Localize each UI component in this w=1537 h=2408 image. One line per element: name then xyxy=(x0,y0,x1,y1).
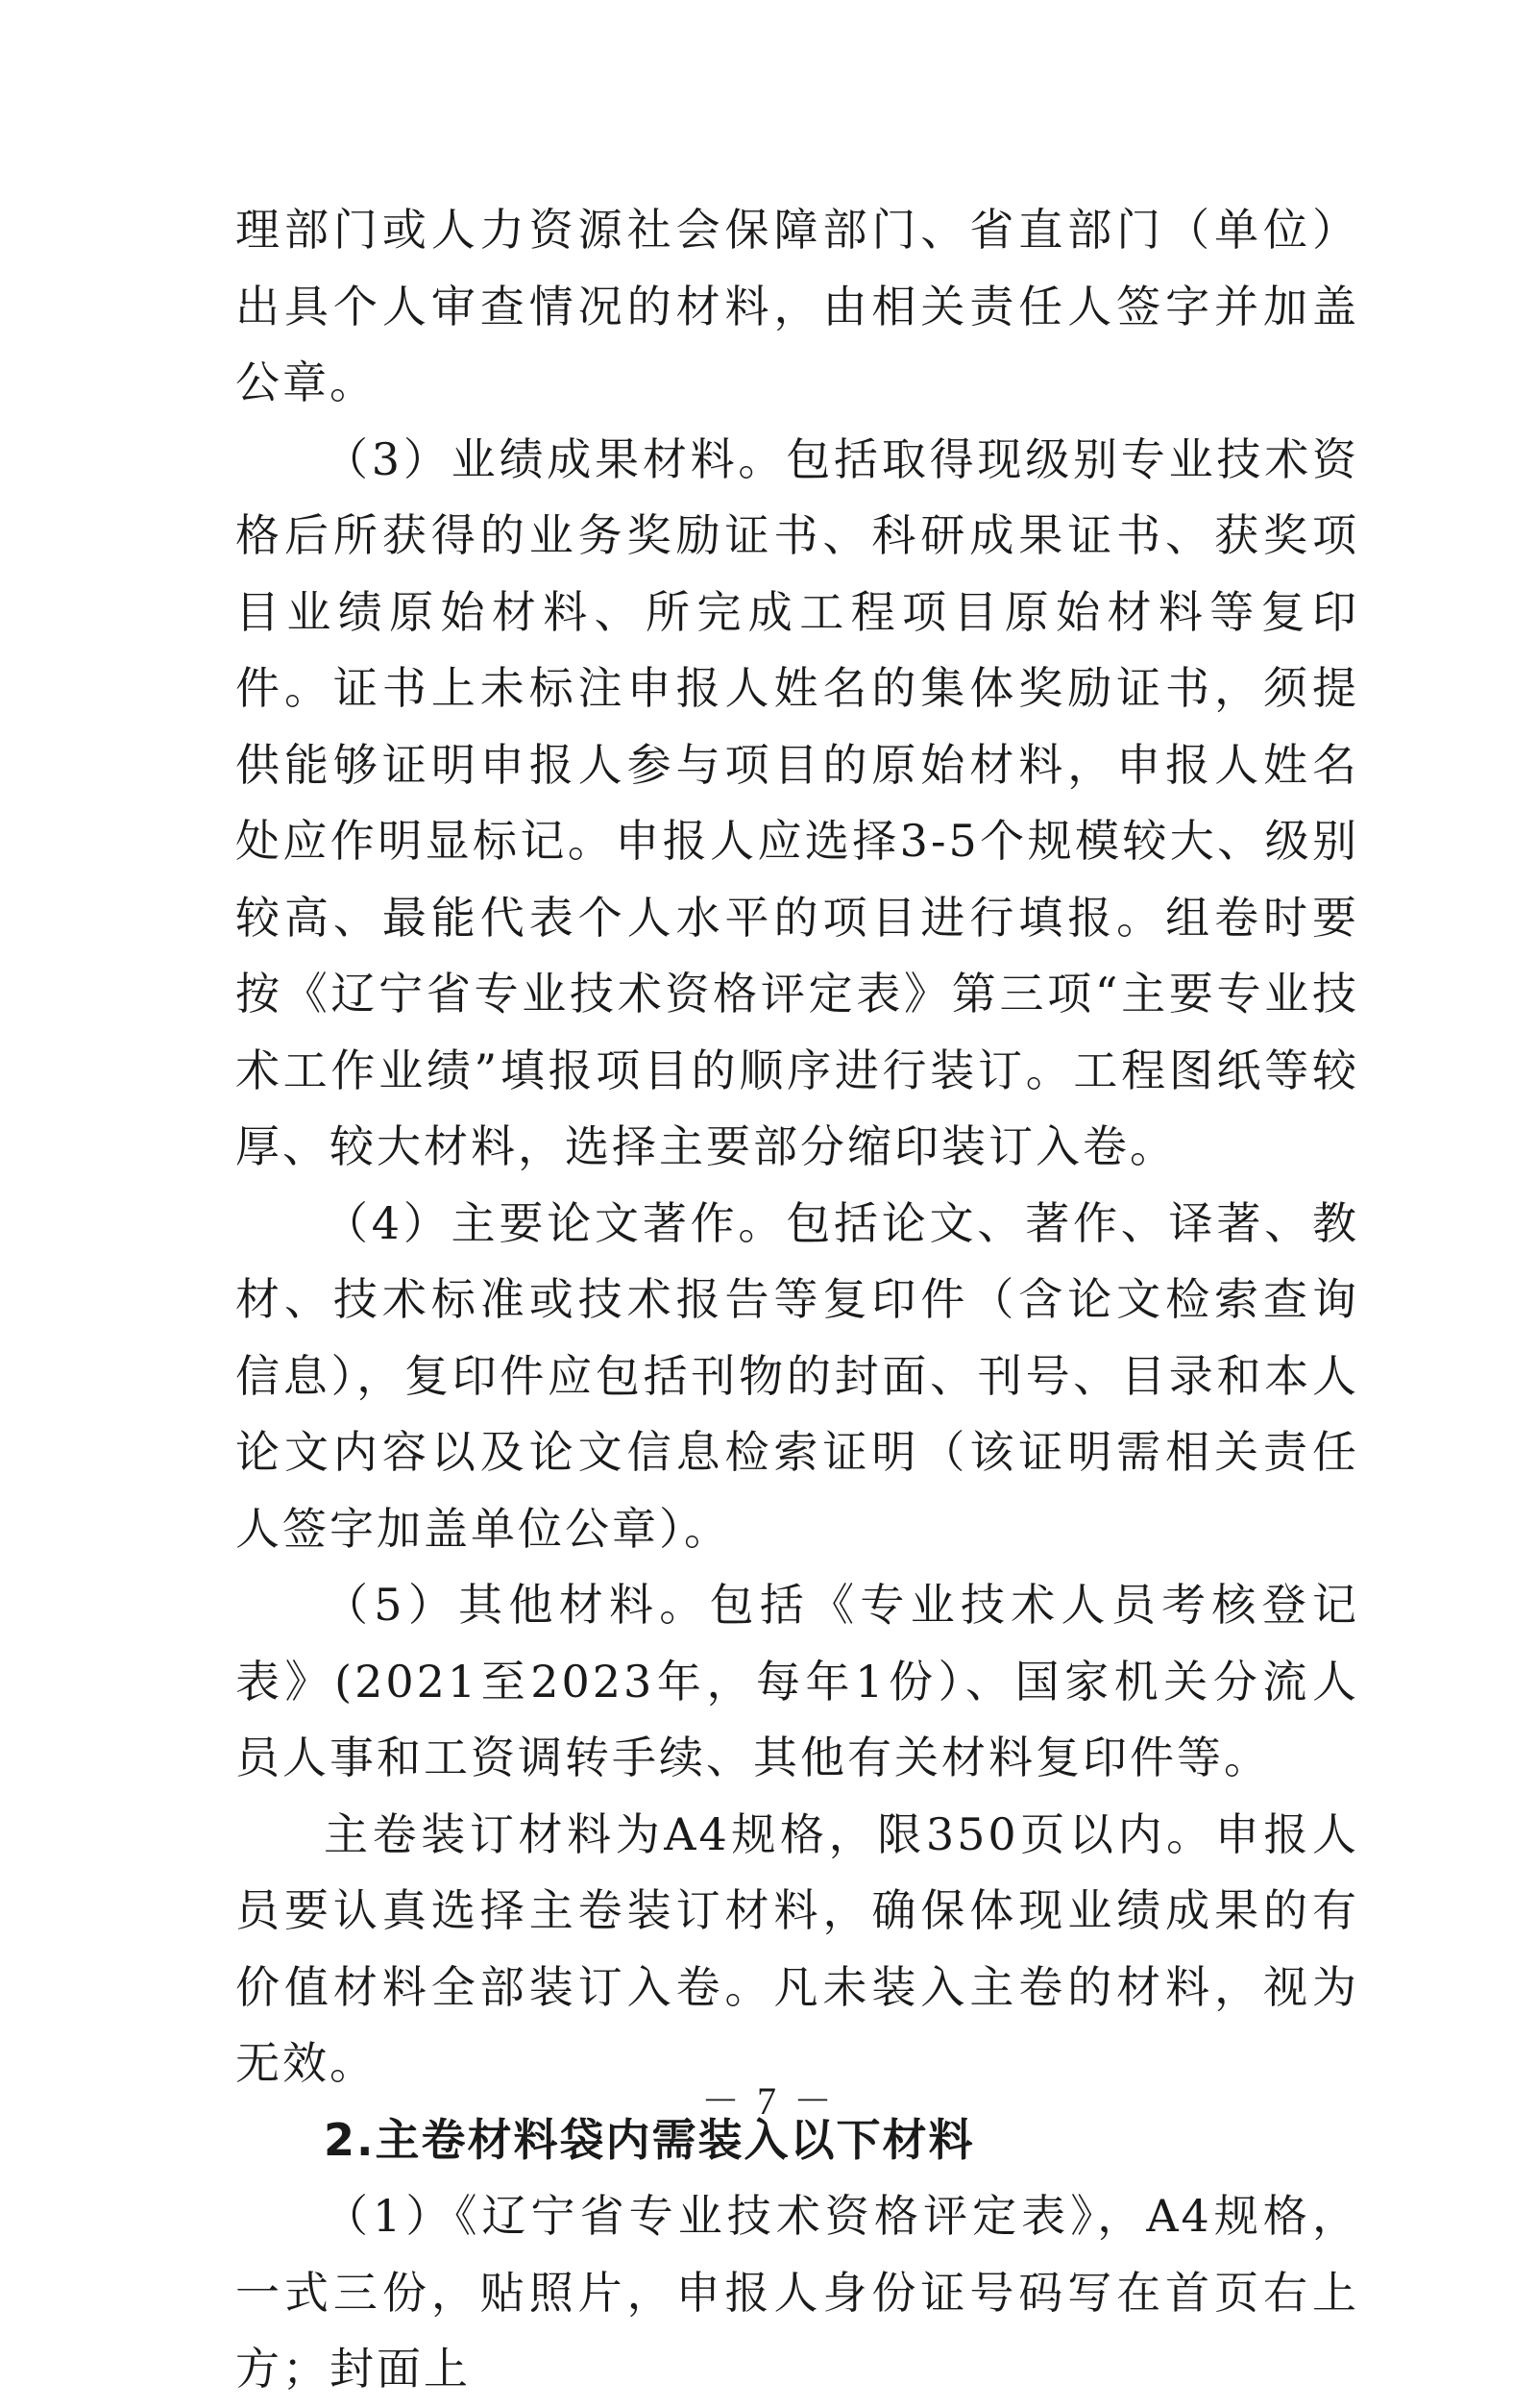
paragraph-achievement-materials: （3）业绩成果材料。包括取得现级别专业技术资格后所获得的业务奖励证书、科研成果证书、获奖项目业绩原始材料、所完成工程项目原始材料等复印件。证书上未标注申报人姓名的集体奖励证书，须提供能够证明申报人参与项目的原始材料，申报人姓名处应作明显标记。申报人应选择3-5个规模较大、级别较高、最能代表个人水平的项目进行填报。组卷时要按《辽宁省专业技术资格评定表》第三项“主要专业技术工作业绩”填报项目的顺序进行装订。工程图纸等较厚、较大材料，选择主要部分缩印装订入卷。 xyxy=(235,432,1359,1172)
paragraph-papers-works: （4）主要论文著作。包括论文、著作、译著、教材、技术标准或技术报告等复印件（含论文检索查询信息），复印件应包括刊物的封面、刊号、目录和本人论文内容以及论文信息检索证明（该证明需相关责任人签字加盖单位公章）。 xyxy=(235,1196,1359,1555)
paragraph-other-materials: （5）其他材料。包括《专业技术人员考核登记表》(2021至2023年，每年1份）、国家机关分流人员人事和工资调转手续、其他有关材料复印件等。 xyxy=(235,1579,1359,1783)
page-number: － 7 － xyxy=(701,2079,836,2123)
section-heading: 2.主卷材料袋内需装入以下材料 xyxy=(324,2113,975,2166)
paragraph-continuation: 理部门或人力资源社会保障部门、省直部门（单位）出具个人审查情况的材料，由相关责任人签字并加盖公章。 xyxy=(235,204,1359,408)
paragraph-evaluation-form: （1）《辽宁省专业技术资格评定表》，A4规格，一式三份，贴照片，申报人身份证号码写在首页右上方；封面上 xyxy=(235,2190,1359,2395)
paragraph-binding-requirements: 主卷装订材料为A4规格，限350页以内。申报人员要认真选择主卷装订材料，确保体现业绩成果的有价值材料全部装订入卷。凡未装入主卷的材料，视为无效。 xyxy=(235,1807,1359,2089)
